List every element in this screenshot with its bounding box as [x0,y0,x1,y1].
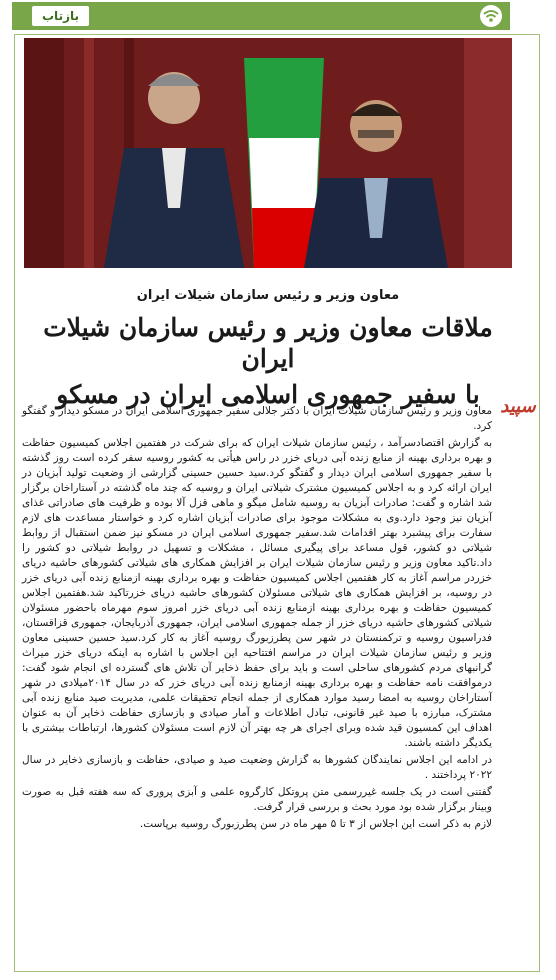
source-logo: سپید [500,396,536,417]
section-header-bar [12,2,510,30]
article-photo [24,38,512,268]
paragraph: به گزارش اقتصادسرآمد ، رئیس سازمان شیلات ایران که برای شرکت در هفتمین اجلاس کمیسیون حفاظت و بهره برداری بهینه از منابع زنده آبی دریای خزر در راس هیأتی به کشور روسیه سفر کرده است روز گذشته با سفیر جمهوری اسلامی ایران دیدار و گفتگو کرد.سید حسین حسینی گزارشی از وضعیت تولید آبزیان در ایران ارائه کرد و به اجلاس کمیسیون مشترک شیلاتی ایران و روسیه که چند ماه گذشته در آستاراخان برگزار شد اشاره و گفت: صادرات آبزیان به روسیه شامل میگو و ماهی قزل آلا بوده و ظرفیت های صادراتی غذای آبزیان نیز وجود دارد.وی به مشکلات موجود برای صادرات آبزیان اشاره کرد و خواستار مساعدت های لازم سفارت برای پیشبرد بهتر اقدامات شد.سفیر جمهوری اسلامی ایران در مسکو نیز ضمن استقبال از روابط شیلاتی دو کشور، قول مساعد برای پیگیری مسائل ، مشکلات و تسهیل در روابط شیلاتی دو کشور را داد.تاکید معاون وزیر و رئیس سازمان شیلات ایران بر افزایش همکاری های شیلاتی کشورهای حاشیه دریای خزردر مراسم آغاز به کار هفتمین اجلاس کمیسیون حفاظت و بهره برداری بهینه ازمنابع زنده آبی دریای خزر در روسیه، بر افزایش همکاری های شیلاتی مسئولان کشورهای حاشیه دریای خزرتاکید شد.هفتمین اجلاس کمیسیون حفاظت و بهره برداری بهینه ازمنابع زنده آبی دریای خزر امروز سوم مهرماه باحضور مسئولان شیلاتی کشورهای حاشیه دریای خزر از جمله جمهوری اسلامی ایران، جمهوری آذربایجان، جمهوری قزاقستان، فدراسیون روسیه و ترکمنستان در شهر سن پطرزبورگ روسیه آغاز به کار کرد.سید حسین حسینی معاون وزیر و رئیس سازمان شیلات ایران در مراسم افتتاحیه این اجلاس با اشاره به اینکه دریای خزر میراث گرانبهای مردم کشورهای ساحلی است و باید برای حفظ ذخایر آن تلاش های گسترده ای انجام شود گفت: درموافقت نامه حفاظت و بهره برداری بهینه ازمنابع زنده آبی دریای خزر که در سال ۲۰۱۴میلادی در شهر آستاراخان روسیه به امضا رسید موارد همکاری از جمله انجام تحقیقات علمی، مدیریت صید منابع زنده آبی مشترک، مبارزه با صید غیر قانونی، تبادل اطلاعات و آمار صیادی و بازسازی حفاظت ذخایر آن به عنوان اهداف این کمسیون قید شده وبرای اجرای هر چه بهتر آن لازم است مسئولان کشورها، ارتباطات بیشتری با یکدیگر داشته باشند. [22,437,492,749]
headline-line-2: با سفیر جمهوری اسلامی ایران در مسکو [56,379,480,409]
paragraph: لازم به ذکر است این اجلاس از ۳ تا ۵ مهر ماه در سن پطرزبورگ روسیه برپاست. [139,818,492,830]
photo-caption: معاون وزیر و رئیس سازمان شیلات ایران [136,288,400,303]
paragraph: معاون وزیر و رئیس سازمان شیلات ایران با دکتر جلالی سفیر جمهوری اسلامی ایران در مسکو دیدار و گفتگو کرد. [22,405,492,432]
section-tag: بازتاب [32,6,89,26]
paragraph: در ادامه این اجلاس نمایندگان کشورها به گزارش وضعیت صید و صیادی، حفاظت و بازسازی ذخایر در سال ۲۰۲۲ پرداختند . [22,754,492,781]
article-body [22,404,492,834]
headline-line-1: ملاقات معاون وزیر و رئیس سازمان شیلات ایران [43,313,493,374]
article-headline [24,312,512,410]
paragraph: گفتنی است در یک جلسه غیررسمی متن پروتکل کارگروه علمی و آبزی پروری که سه هفته قبل به صورت وبینار برگزار شده بود مورد بحث و بررسی قرار گرفت. [22,786,492,813]
wifi-icon [478,4,504,28]
